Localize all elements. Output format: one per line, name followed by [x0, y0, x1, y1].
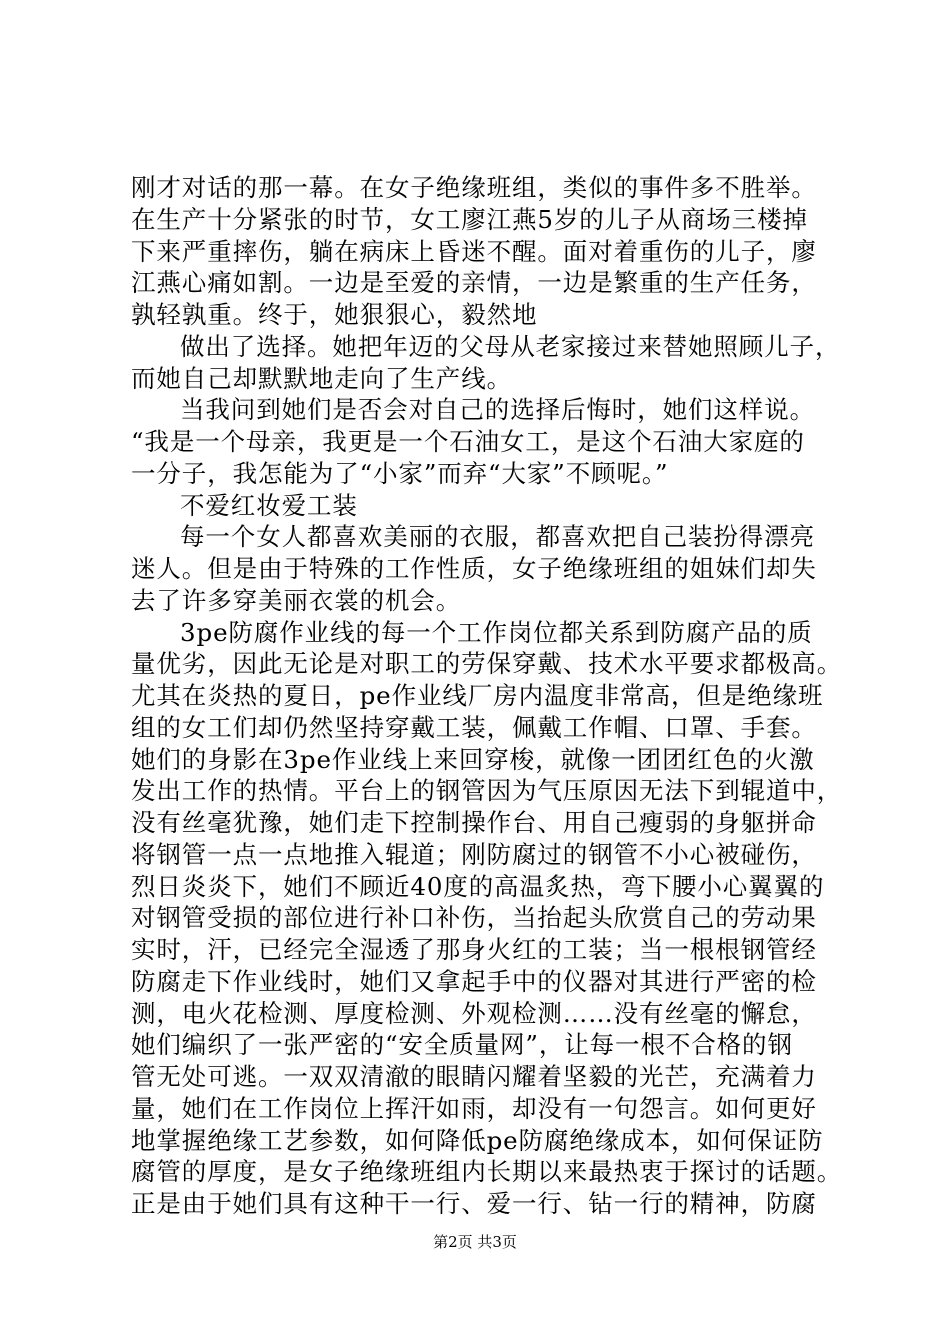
text-line: 尤其在炎热的夏日，pe作业线厂房内温度非常高，但是绝缘班 — [131, 681, 824, 710]
text-line: 地掌握绝缘工艺参数，如何降低pe防腐绝缘成本，如何保证防 — [131, 1125, 824, 1155]
text-line: 将钢管一点一点地推入辊道；刚防腐过的钢管不小心被碰伤， — [131, 839, 817, 869]
text-line: 下来严重摔伤，躺在病床上昏迷不醒。面对着重伤的儿子，廖 — [131, 236, 817, 266]
text-line: 组的女工们却仍然坚持穿戴工装，佩戴工作帽、口罩、手套。 — [131, 712, 817, 742]
text-line: 孰轻孰重。终于，她狠狠心，毅然地 — [131, 300, 538, 329]
text-line: 实时，汗，已经完全湿透了那身火红的工装；当一根根钢管经 — [131, 935, 817, 964]
text-line: 她们编织了一张严密的“安全质量网”，让每一根不合格的钢 — [131, 1030, 793, 1060]
text-line: 做出了选择。她把年迈的父母从老家接过来替她照顾儿子， — [180, 331, 841, 361]
text-line: 在生产十分紧张的时节，女工廖江燕5岁的儿子从商场三楼掉 — [131, 204, 808, 234]
text-line: 量优劣，因此无论是对职工的劳保穿戴、技术水平要求都极高。 — [131, 649, 843, 679]
text-line: 江燕心痛如割。一边是至爱的亲情，一边是繁重的生产任务， — [131, 268, 817, 298]
page-number-label: 第2页 共3页 — [433, 1233, 517, 1251]
text-line: 量，她们在工作岗位上挥汗如雨，却没有一句怨言。如何更好 — [131, 1093, 817, 1123]
text-line: 对钢管受损的部位进行补口补伤，当抬起头欣赏自己的劳动果 — [131, 903, 817, 933]
text-line: 每一个女人都喜欢美丽的衣服，都喜欢把自己装扮得漂亮 — [180, 522, 815, 552]
page-footer — [0, 1232, 950, 1252]
text-line: 防腐走下作业线时，她们又拿起手中的仪器对其进行严密的检 — [131, 966, 817, 996]
text-line: 而她自己却默默地走向了生产线。 — [131, 363, 512, 393]
text-line: 不爱红妆爱工装 — [180, 490, 358, 520]
text-line: 刚才对话的那一幕。在女子绝缘班组，类似的事件多不胜举。 — [131, 173, 817, 202]
text-line: 烈日炎炎下，她们不顾近40度的高温炙热，弯下腰小心翼翼的 — [131, 871, 825, 901]
text-line: 腐管的厚度，是女子绝缘班组内长期以来最热衷于探讨的话题。 — [131, 1157, 843, 1187]
text-line: 测，电火花检测、厚度检测、外观检测……没有丝毫的懈怠， — [131, 998, 817, 1028]
text-line: 迷人。但是由于特殊的工作性质，女子绝缘班组的姐妹们却失 — [131, 554, 817, 583]
text-line: 管无处可逃。一双双清澈的眼睛闪耀着坚毅的光芒，充满着力 — [131, 1062, 817, 1091]
text-line: 一分子，我怎能为了“小家”而弃“大家”不顾呢。” — [131, 458, 669, 488]
text-line: 3pe防腐作业线的每一个工作岗位都关系到防腐产品的质 — [180, 617, 813, 647]
text-line: 她们的身影在3pe作业线上来回穿梭，就像一团团红色的火激 — [131, 744, 815, 774]
text-line: 正是由于她们具有这种干一行、爱一行、钻一行的精神，防腐 — [131, 1189, 817, 1218]
text-line: 没有丝毫犹豫，她们走下控制操作台、用自己瘦弱的身躯拼命 — [131, 808, 817, 837]
text-line: 发出工作的热情。平台上的钢管因为气压原因无法下到辊道中， — [131, 776, 843, 806]
text-line: 去了许多穿美丽衣裳的机会。 — [131, 585, 462, 615]
document-body — [131, 172, 846, 1220]
text-line: 当我问到她们是否会对自己的选择后悔时，她们这样说。 — [180, 395, 815, 425]
text-line: “我是一个母亲，我更是一个石油女工，是这个石油大家庭的 — [131, 427, 805, 456]
